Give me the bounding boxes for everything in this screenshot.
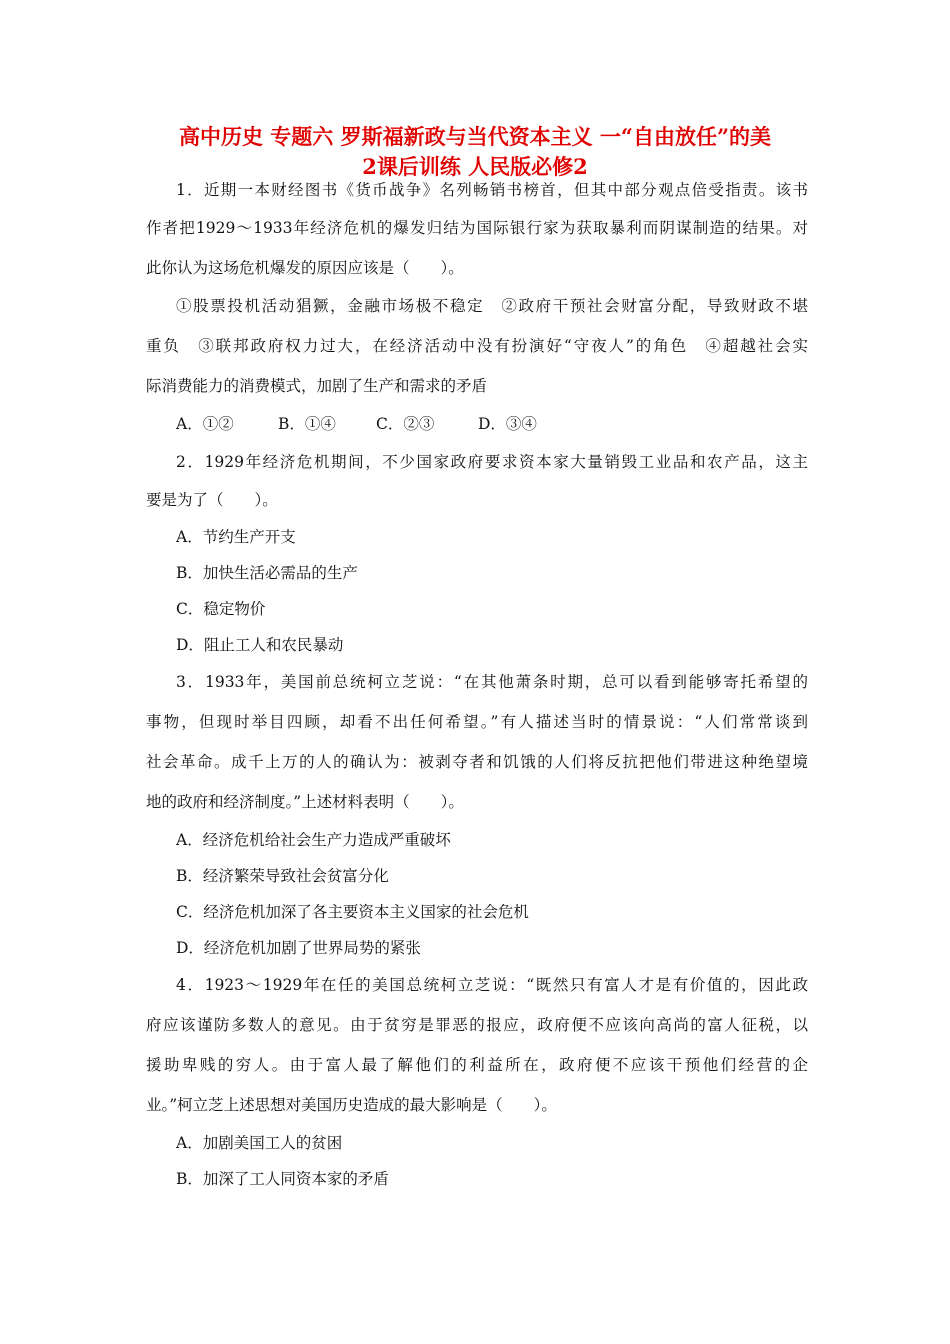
title-line-1: 高中历史 专题六 罗斯福新政与当代资本主义 一“自由放任”的美: [178, 124, 772, 149]
q2-option-d: D．阻止工人和农民暴动: [176, 636, 344, 654]
q3-line-1: 3．1933年，美国前总统柯立芝说：“在其他萧条时期，总可以看到能够寄托希望的: [176, 673, 808, 691]
q1-option-a: A．①②: [176, 415, 234, 433]
q4-line-2: 府应该谨防多数人的意见。由于贫穷是罪恶的报应，政府便不应该向高尚的富人征税，以: [146, 1016, 808, 1034]
q1-option-c: C．②③: [376, 415, 435, 433]
q1-line-1: 1．近期一本财经图书《货币战争》名列畅销书榜首，但其中部分观点倍受指责。该书: [176, 181, 808, 199]
q2-line-1: 2．1929年经济危机期间，不少国家政府要求资本家大量销毁工业品和农产品，这主: [176, 453, 808, 471]
q3-option-c: C．经济危机加深了各主要资本主义国家的社会危机: [176, 903, 529, 921]
q1-line-6: 际消费能力的消费模式，加剧了生产和需求的矛盾: [146, 377, 488, 395]
q2-option-b: B．加快生活必需品的生产: [176, 564, 358, 582]
q3-option-b: B．经济繁荣导致社会贫富分化: [176, 867, 389, 885]
q4-line-1: 4．1923～1929年在任的美国总统柯立芝说：“既然只有富人才是有价值的，因此政: [176, 976, 808, 994]
q1-line-4: ①股票投机活动猖獗，金融市场极不稳定 ②政府干预社会财富分配，导致财政不堪: [176, 297, 808, 315]
q1-line-2: 作者把1929～1933年经济危机的爆发归结为国际银行家为获取暴利而阴谋制造的结果。对: [146, 219, 808, 237]
q1-line-3: 此你认为这场危机爆发的原因应该是（ ）。: [146, 259, 464, 277]
q4-option-a: A．加剧美国工人的贫困: [176, 1134, 343, 1152]
q4-option-b: B．加深了工人同资本家的矛盾: [176, 1170, 389, 1188]
q3-line-4: 地的政府和经济制度。”上述材料表明（ ）。: [146, 793, 464, 811]
document-title: [120, 122, 830, 182]
q1-line-5: 重负 ③联邦政府权力过大，在经济活动中没有扮演好“守夜人”的角色 ④超越社会实: [146, 337, 808, 355]
q1-option-d: D．③④: [478, 415, 537, 433]
q4-line-3: 援助卑贱的穷人。由于富人最了解他们的利益所在，政府便不应该干预他们经营的企: [146, 1056, 808, 1074]
q3-line-3: 社会革命。成千上万的人的确认为：被剥夺者和饥饿的人们将反抗把他们带进这种绝望境: [146, 753, 808, 771]
q1-options: [176, 414, 808, 434]
title-line-2: 2课后训练 人民版必修2: [362, 154, 588, 179]
q3-line-2: 事物，但现时举目四顾，却看不出任何希望。”有人描述当时的情景说：“人们常常谈到: [146, 713, 808, 731]
q3-option-a: A．经济危机给社会生产力造成严重破坏: [176, 831, 451, 849]
q3-option-d: D．经济危机加剧了世界局势的紧张: [176, 939, 421, 957]
q2-line-2: 要是为了（ ）。: [146, 491, 278, 509]
q2-option-c: C．稳定物价: [176, 600, 266, 618]
q1-option-b: B．①④: [278, 415, 336, 433]
q4-line-4: 业。”柯立芝上述思想对美国历史造成的最大影响是（ ）。: [146, 1096, 557, 1114]
q2-option-a: A．节约生产开支: [176, 528, 296, 546]
